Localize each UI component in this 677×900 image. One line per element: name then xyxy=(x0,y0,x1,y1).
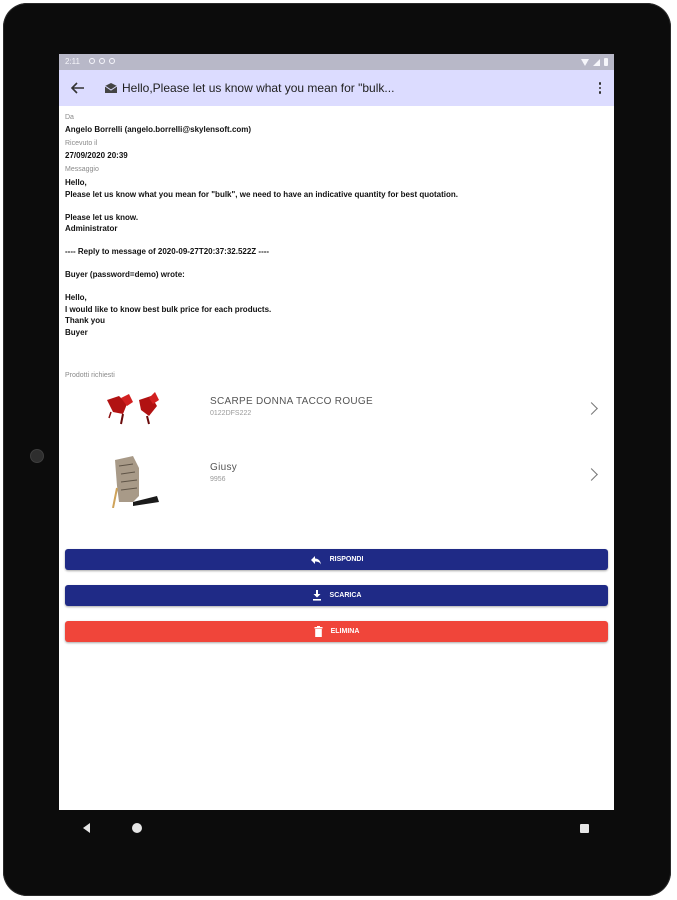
download-icon xyxy=(312,590,322,601)
message-body xyxy=(65,177,610,338)
product-code: 9956 xyxy=(210,476,226,483)
notification-icons xyxy=(89,58,115,64)
reply-button-label: RISPONDI xyxy=(329,556,364,563)
sync-icon xyxy=(99,58,105,64)
nav-home-icon[interactable] xyxy=(132,823,142,833)
trash-icon xyxy=(314,626,323,637)
page-title: Hello,Please let us know what you mean for "bulk... xyxy=(122,81,395,95)
message-line: ---- Reply to message of 2020-09-27T20:37:32.522Z ---- xyxy=(65,247,270,256)
download-button[interactable] xyxy=(65,585,608,606)
message-line: I would like to know best bulk price for each products. xyxy=(65,304,272,314)
signal-icon xyxy=(593,59,600,66)
delete-button[interactable] xyxy=(65,621,608,642)
product-code: 0122DFS222 xyxy=(210,410,252,417)
message-line: Thank you xyxy=(65,316,106,325)
list-item[interactable] xyxy=(59,448,614,512)
mail-icon xyxy=(104,82,118,94)
message-line: Buyer (password=demo) wrote: xyxy=(65,270,185,279)
reply-button[interactable] xyxy=(65,549,608,570)
battery-icon xyxy=(604,58,608,66)
sd-card-icon xyxy=(109,58,115,64)
delete-button-label: ELIMINA xyxy=(330,628,360,635)
received-label: Ricevuto il xyxy=(65,140,98,147)
products-label: Prodotti richiesti xyxy=(65,372,115,379)
back-button[interactable] xyxy=(66,76,90,100)
product-image xyxy=(99,452,169,508)
more-vert-icon xyxy=(599,82,602,85)
download-button-label: SCARICA xyxy=(329,592,362,599)
message-line xyxy=(65,235,610,247)
screen xyxy=(59,54,614,810)
message-line xyxy=(65,200,610,212)
reply-icon xyxy=(310,555,322,565)
arrow-back-icon xyxy=(71,82,85,94)
status-bar xyxy=(59,54,614,70)
message-line: Hello, xyxy=(65,178,87,187)
message-line xyxy=(65,258,610,270)
app-bar xyxy=(59,70,614,106)
message-label: Messaggio xyxy=(65,166,99,173)
more-vert-icon xyxy=(599,91,602,94)
camera xyxy=(30,449,44,463)
message-line: Buyer xyxy=(65,327,88,337)
status-time: 2:11 xyxy=(65,57,80,66)
wifi-icon xyxy=(581,59,589,66)
nav-back-icon[interactable] xyxy=(83,823,90,833)
message-line xyxy=(65,281,610,293)
from-label: Da xyxy=(65,114,74,121)
product-name: SCARPE DONNA TACCO ROUGE xyxy=(210,396,373,407)
system-icons xyxy=(581,58,608,66)
from-value: Angelo Borrelli (angelo.borrelli@skylensoft.com) xyxy=(65,125,252,134)
list-item[interactable] xyxy=(59,380,614,444)
nav-recent-apps-icon[interactable] xyxy=(580,824,589,833)
notification-icon xyxy=(89,58,95,64)
product-image xyxy=(99,386,169,426)
product-name: Giusy xyxy=(210,462,238,473)
message-line: Please let us know. xyxy=(65,212,139,222)
more-vert-icon xyxy=(599,87,602,90)
chevron-right-icon xyxy=(585,402,598,415)
message-line: Hello, xyxy=(65,293,87,302)
message-line: Please let us know what you mean for "bulk", we need to have an indicative quantity for best quotation. xyxy=(65,189,458,199)
received-value: 27/09/2020 20:39 xyxy=(65,151,128,160)
chevron-right-icon xyxy=(585,468,598,481)
message-line: Administrator xyxy=(65,224,118,233)
more-options-button[interactable] xyxy=(592,77,608,99)
message-details xyxy=(65,114,610,338)
